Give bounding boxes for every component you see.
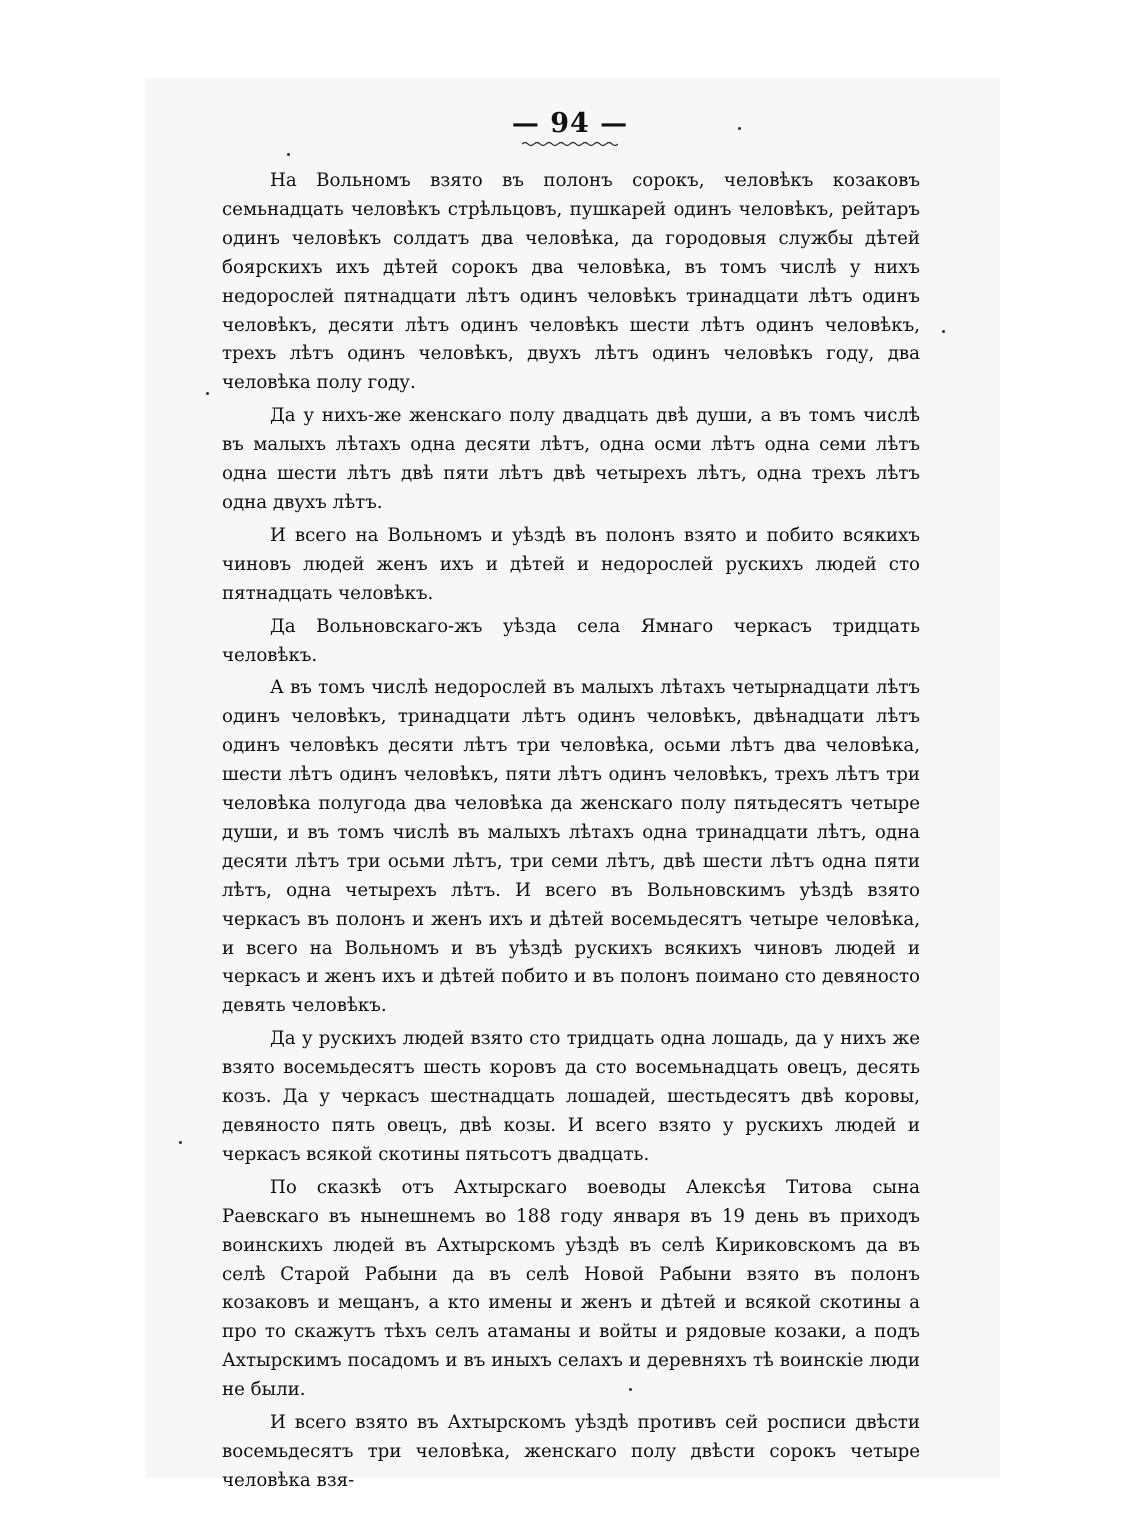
paragraph: Да у нихъ-же женскаго полу двадцать двѣ души, а въ томъ числѣ въ малыхъ лѣтахъ одна десяти лѣтъ, одна осми лѣтъ одна семи лѣтъ одна шести лѣтъ двѣ пяти лѣтъ двѣ четырехъ лѣтъ, одна трехъ лѣтъ одна двухъ лѣтъ. [222, 405, 920, 513]
scan-speck [629, 1388, 632, 1391]
scan-speck [287, 153, 290, 156]
scan-speck [206, 392, 209, 395]
paragraph: А въ томъ числѣ недорослей въ малыхъ лѣтахъ четырнадцати лѣтъ одинъ человѣкъ, тринадцати лѣтъ одинъ человѣкъ, двѣнадцати лѣтъ одинъ человѣкъ десяти лѣтъ три человѣка, осьми лѣтъ два человѣка, шести лѣтъ одинъ человѣкъ, пяти лѣтъ одинъ человѣкъ, трехъ лѣтъ три человѣка полугода два человѣка да женскаго полу пятьдесятъ четыре души, и въ томъ числѣ въ малыхъ лѣтахъ одна тринадцати лѣтъ, одна десяти лѣтъ три осьми лѣтъ, три семи лѣтъ, двѣ шести лѣтъ одна пяти лѣтъ, одна четырехъ лѣтъ. И всего въ Вольновскимъ уѣздѣ взято черкасъ въ полонъ и женъ ихъ и дѣтей восемьдесятъ четыре человѣка, и всего на Вольномъ и въ уѣздѣ рускихъ всякихъ чиновъ людей и черкасъ и женъ ихъ и дѣтей побито и въ полонъ поимано сто девяносто девять человѣкъ. [222, 677, 920, 1017]
paragraph: По сказкѣ отъ Ахтырскаго воеводы Алексѣя Титова сына Раевскаго въ нынешнемъ во 188 году января въ 19 день въ приходъ воинскихъ людей въ Ахтырскомъ уѣздѣ въ селѣ Кириковскомъ да въ селѣ Старой Рабыни да въ селѣ Новой Рабыни взято въ полонъ козаковъ и мещанъ, а кто имены и женъ и дѣтей и всякой скотины а про то скажутъ тѣхъ селъ атаманы и войты и рядовые козаки, а подъ Ахтырскимъ посадомъ и въ иныхъ селахъ и деревняхъ тѣ воинскіе люди не были. [222, 1176, 920, 1401]
scan-speck [942, 330, 945, 333]
page-number-wrap [512, 108, 628, 147]
paragraph: Да у рускихъ людей взято сто тридцать одна лошадь, да у нихъ же взято восемьдесятъ шесть коровъ да сто восемьнадцать овецъ, десять козъ. Да у черкасъ шестнадцать лошадей, шестьдесятъ двѣ коровы, девяносто пять овецъ, двѣ козы. И всего взято у рускихъ людей и черкасъ всякой скотины пятьсотъ двадцать. [222, 1028, 920, 1165]
wavy-underline-ornament [522, 141, 618, 147]
page-number-header [0, 108, 1140, 147]
scan-speck [738, 127, 741, 130]
scan-speck [179, 1141, 182, 1144]
paragraph: И всего взято въ Ахтырскомъ уѣздѣ противъ сей росписи двѣсти восемьдесятъ три человѣка, женскаго полу двѣсти сорокъ четыре человѣка взя- [222, 1412, 920, 1491]
paragraph: И всего на Вольномъ и уѣздѣ въ полонъ взято и побито всякихъ чиновъ людей женъ ихъ и дѣтей и недорослей рускихъ людей сто пятнадцать человѣкъ. [222, 524, 920, 604]
paragraph: Да Вольновскаго-жъ уѣзда села Ямнаго черкасъ тридцать человѣкъ. [222, 615, 920, 666]
page-body [222, 167, 920, 1500]
paragraph: На Вольномъ взято въ полонъ сорокъ, человѣкъ козаковъ семьнадцать человѣкъ стрѣльцовъ, пушкарей одинъ человѣкъ, рейтаръ одинъ человѣкъ солдатъ два человѣка, да городовыя службы дѣтей боярскихъ ихъ дѣтей сорокъ два человѣка, въ томъ числѣ у нихъ недорослей пятнадцати лѣтъ одинъ человѣкъ тринадцати лѣтъ одинъ человѣкъ, десяти лѣтъ одинъ человѣкъ шести лѣтъ одинъ человѣкъ, трехъ лѣтъ одинъ человѣкъ, двухъ лѣтъ одинъ человѣкъ году, два человѣка полу году. [222, 170, 920, 394]
page-number: — 94 — [511, 108, 629, 139]
